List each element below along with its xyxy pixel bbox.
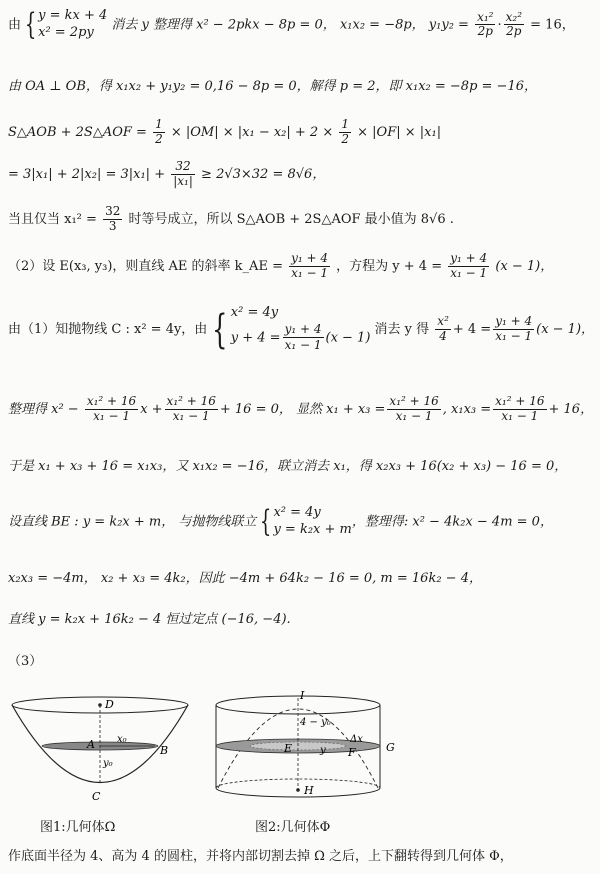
fraction [171,160,195,189]
eliminate-text: 消去 y 得 [374,322,430,338]
fig1-label-c: C [92,790,101,803]
fig2-label-y: y [320,745,326,756]
line-be-pre: 设直线 BE : y = k₂x + m， 与抛物线联立 [8,514,257,530]
fraction [475,11,495,40]
denominator: x₁ − 1 [495,329,533,344]
solution-line-2: 由 OA ⊥ OB，得 x₁x₂ + y₁y₂ = 0,16 − 8p = 0，解得 p = 2，即 x₁x₂ = −8p = −16， [8,79,537,94]
system-eq-2 [231,322,371,354]
area-lhs: S△AOB + 2S△AOF = [8,124,147,140]
fig2-label-f: F [348,746,356,759]
numerator: x₂² [505,9,523,24]
tidy-pre: 整理得 x² − [8,401,79,417]
fig1-label-x0: x₀ [117,734,127,745]
area-mid: × |OM| × |x₁ − x₂| + 2 × [170,124,334,140]
fraction [387,395,440,424]
numerator: 32 [105,204,121,218]
system-eq-1: x² = 4y [230,305,279,320]
tidy-mid3: , x₁x₃ = [442,401,492,417]
part2-mid: ，方程为 y + 4 = [336,258,443,274]
fraction [103,205,122,234]
denominator: 3 [108,218,117,233]
area-tail: × |OF| × |x₁| [357,124,442,140]
denominator: |x₁| [173,173,193,188]
fig2-label-e: E [284,742,293,755]
numerator: y₁ + 4 [450,251,488,265]
fraction [493,395,546,424]
figure-2-geometry-phi [208,690,408,810]
denominator: 2p [506,24,522,39]
equality-post: 时等号成立，所以 S△AOB + 2S△AOF 最小值为 8√6 . [128,211,454,227]
system-brace: { [212,306,228,353]
equation-system [38,8,107,42]
denominator: 4 [439,329,447,344]
numerator: 1 [341,117,350,131]
fig2-label-h: H [304,784,314,797]
fig2-label-height: 4 − y₀ [300,717,331,728]
equality-pre: 当且仅当 x₁² = [8,211,97,227]
tidy-mid2: + 16 = 0， 显然 x₁ + x₃ = [219,401,386,417]
dot-operator: · [497,17,502,33]
inequality-pre: = 3|x₁| + 2|x₂| = 3|x₁| + [8,166,166,182]
numerator: 32 [171,160,195,175]
tidy-post: + 16， [548,401,594,417]
parabola-pre: 由（1）知抛物线 C : x² = 4y，由 [8,322,208,338]
denominator: 2 [155,131,163,146]
tidy-mid: x + [140,401,163,417]
numerator: 1 [155,117,163,131]
figure-1-geometry-omega [5,690,195,810]
numerator: y₁ + 4 [495,314,533,329]
system-brace: { [260,503,272,539]
denominator: x₁ − 1 [450,265,488,280]
numerator: x₁² + 16 [86,394,137,408]
solution-line-4 [8,160,325,189]
part2-post: (x − 1)， [495,258,554,274]
fraction [448,252,489,281]
figure-2-caption: 图2:几何体Φ [255,820,331,835]
line-be-post: ，整理得: x² − 4k₂x − 4m = 0， [351,514,553,530]
system-eq-1: y = kx + 4 [38,8,108,23]
text-prefix: 由 [8,17,22,33]
eq-pre: y + 4 = [230,330,281,346]
fig1-label-b: B [160,744,169,757]
fraction [435,315,451,344]
fraction [85,395,138,424]
system-eq-2: x² = 2py [38,24,94,40]
solution-line-6 [8,252,553,281]
fraction [165,395,218,424]
equation-system [231,305,371,354]
numerator: y₁ + 4 [291,251,329,265]
numerator: x₁² + 16 [389,394,439,408]
denominator: 2 [341,131,350,146]
denominator: x₁ − 1 [93,408,130,423]
equation-system [273,505,351,539]
solution-line-11: x₂x₃ = −4m， x₂ + x₃ = 4k₂，因此 −4m + 64k₂ − 16 = 0, m = 16k₂ − 4， [8,571,482,586]
denominator: 2p [477,24,493,39]
fig1-point-d [98,703,102,707]
system-brace: { [24,6,37,42]
solution-line-10 [8,505,553,539]
solution-line-5 [8,205,454,234]
numerator: x₁² + 16 [495,394,545,408]
line-tail: = 16， [530,17,575,33]
fig2-point-h [296,788,300,792]
numerator: x² [437,314,449,329]
eq-mid: + 4 = [452,322,492,338]
fig2-label-g: G [386,741,395,754]
fig2-label-i: I [300,690,305,702]
denominator: x₁ − 1 [501,408,539,423]
denominator: x₁ − 1 [291,265,329,280]
solution-line-14: 作底面半径为 4、高为 4 的圆柱，并将内部切割去掉 Ω 之后，上下翻转得到几何体 Φ， [8,849,513,864]
fig1-label-y0: y₀ [103,758,113,769]
denominator: x₁ − 1 [284,338,322,353]
numerator: y₁ + 4 [283,322,324,339]
fraction [289,252,330,281]
solution-line-3 [8,118,441,147]
numerator: x₁² + 16 [166,394,216,408]
fraction-half [339,118,351,147]
fraction [504,11,524,40]
eq-post: (x − 1) [325,330,371,346]
part2-pre: （2）设 E(x₃, y₃)，则直线 AE 的斜率 k_AE = [8,258,283,274]
figure-1-caption: 图1:几何体Ω [40,820,116,835]
fraction [493,315,534,344]
solution-line-8 [8,395,593,424]
part-3-label: （3） [8,654,43,669]
numerator: x₁² [477,9,494,24]
solution-line-1 [8,8,575,42]
system-eq-1: x² = 4y [273,505,321,520]
system-eq-2: y = k₂x + m [273,521,352,537]
fig2-label-dx: Δx [350,734,363,745]
fraction [283,322,324,354]
fig1-label-a: A [87,738,95,751]
solution-line-7 [8,305,594,354]
solution-line-12: 直线 y = k₂x + 16k₂ − 4 恒过定点 (−16, −4). [8,612,291,627]
fig1-label-d: D [105,698,114,711]
eq-post: (x − 1)， [536,322,595,338]
denominator: x₁ − 1 [395,408,433,423]
denominator: x₁ − 1 [172,408,210,423]
fraction-half [153,118,165,147]
solution-line-9: 于是 x₁ + x₃ + 16 = x₁x₃，又 x₁x₂ = −16，联立消去 x₁，得 x₂x₃ + 16(x₂ + x₃) − 16 = 0， [8,459,568,474]
inequality-post: ≥ 2√3×32 = 8√6， [201,166,326,182]
line-text: 消去 y 整理得 x² − 2pkx − 8p = 0， x₁x₂ = −8p， y₁y₂ = [111,17,469,33]
